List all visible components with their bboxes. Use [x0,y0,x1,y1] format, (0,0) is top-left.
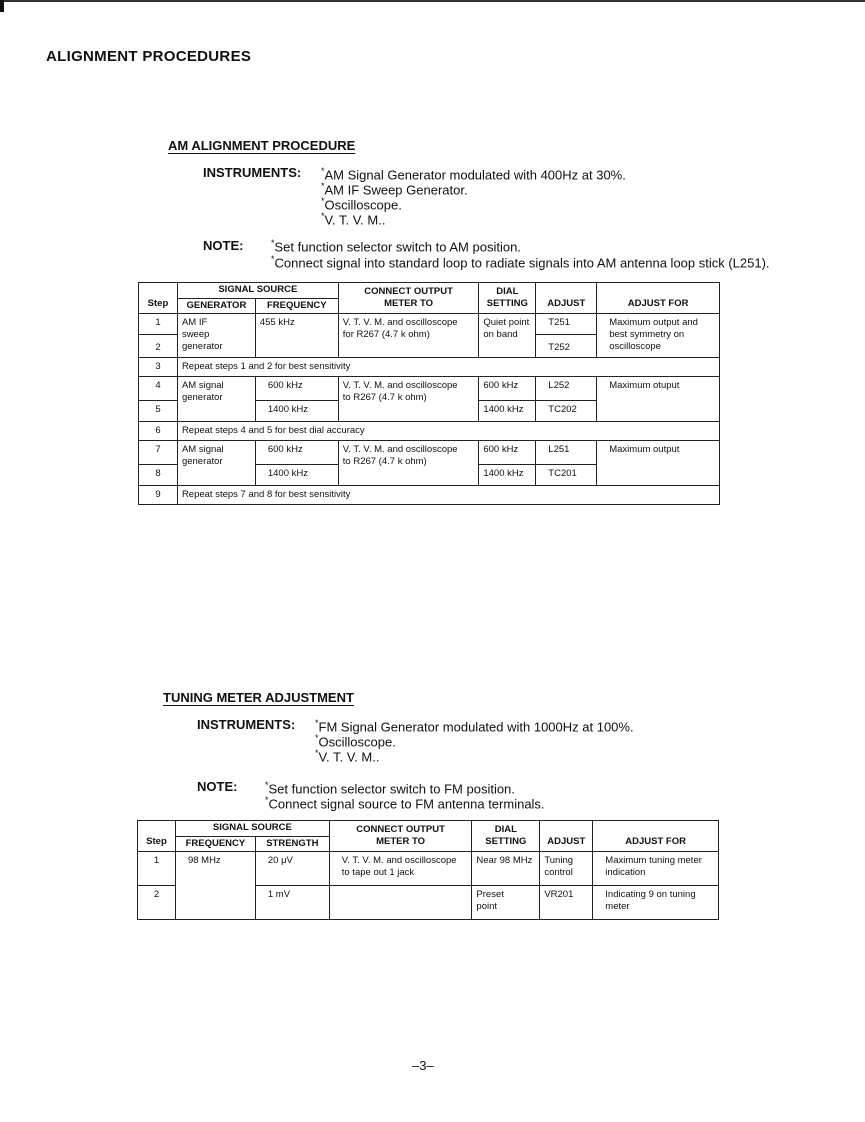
header-step: Step [139,283,178,314]
step-cell: 3 [139,358,178,377]
adjust-for-cell: Maximum output and best symmetry on oscilloscope [597,314,720,358]
frequency-cell: 600 kHz [255,377,338,401]
table-header-row [138,821,719,837]
adjust-cell: T251 [536,314,597,335]
step-cell: 1 [138,852,176,886]
dial-cell: 1400 kHz [479,401,536,422]
table-row [139,358,720,377]
dial-cell: Near 98 MHz [472,852,540,886]
step-cell: 6 [139,422,178,441]
adjust-cell: TC202 [536,401,597,422]
frequency-cell: 98 MHz [175,852,255,920]
table-row [139,377,720,401]
dial-cell: 600 kHz [479,441,536,465]
frequency-cell: 1400 kHz [255,401,338,422]
header-dial-setting: DIAL SETTING [479,283,536,314]
step-cell: 8 [139,465,178,486]
dial-cell: Quiet point on band [479,314,536,358]
table-row [139,422,720,441]
note-cell: Repeat steps 4 and 5 for best dial accuracy [177,422,719,441]
generator-cell: AM signal generator [177,377,255,422]
frequency-cell: 455 kHz [255,314,338,358]
frequency-cell: 1400 kHz [255,465,338,486]
step-cell: 9 [139,486,178,505]
table-row [139,486,720,505]
note-cell: Repeat steps 1 and 2 for best sensitivity [177,358,719,377]
adjust-cell: Tuning control [540,852,593,886]
table-row [138,852,719,886]
dial-cell: 1400 kHz [479,465,536,486]
header-connect-output: CONNECT OUTPUT METER TO [329,821,472,852]
tuning-section-title: TUNING METER ADJUSTMENT [163,690,354,705]
table-row [139,441,720,465]
connect-cell: V. T. V. M. and oscilloscope to tape out 1 jack [329,852,472,886]
header-frequency: FREQUENCY [175,836,255,852]
adjust-for-cell: Indicating 9 on tuning meter [593,886,719,920]
step-cell: 2 [138,886,176,920]
am-instrument-line: *V. T. V. M.. [321,211,386,228]
frequency-cell: 600 kHz [255,441,338,465]
adjust-cell: L251 [536,441,597,465]
table-row [139,314,720,335]
am-instruments-label: INSTRUMENTS: [203,165,302,180]
tuning-instrument-line: *Oscilloscope. [315,733,396,750]
generator-cell: AM IF sweep generator [177,314,255,358]
header-signal-source: SIGNAL SOURCE [175,821,329,837]
am-instrument-line: *AM IF Sweep Generator. [321,181,468,198]
tuning-note-line: *Connect signal source to FM antenna terminals. [265,795,545,812]
header-adjust: ADJUST [536,283,597,314]
am-note-label: NOTE: [203,238,244,253]
header-adjust: ADJUST [540,821,593,852]
header-strength: STRENGTH [255,836,329,852]
header-generator: GENERATOR [177,298,255,314]
tuning-meter-table [137,820,719,920]
page-title: ALIGNMENT PROCEDURES [46,48,252,65]
tuning-instrument-line: *V. T. V. M.. [315,748,380,765]
am-instrument-line: *Oscilloscope. [321,196,402,213]
tuning-instruments-label: INSTRUMENTS: [197,717,296,732]
header-adjust-for: ADJUST FOR [597,283,720,314]
generator-cell: AM signal generator [177,441,255,486]
am-note-line: *Set function selector switch to AM position. [271,238,521,255]
table-header-row [139,283,720,299]
header-signal-source: SIGNAL SOURCE [177,283,338,299]
corner-mark [0,0,4,12]
step-cell: 1 [139,314,178,335]
header-dial-setting: DIAL SETTING [472,821,540,852]
tuning-note-label: NOTE: [197,779,238,794]
header-connect-output: CONNECT OUTPUT METER TO [338,283,479,314]
am-section-title: AM ALIGNMENT PROCEDURE [168,138,356,153]
adjust-for-cell: Maximum tuning meter indication [593,852,719,886]
adjust-for-cell: Maximum otuput [597,377,720,422]
top-border [0,0,865,2]
connect-cell: V. T. V. M. and oscilloscope to R267 (4.7 k ohm) [338,441,479,486]
adjust-cell: L252 [536,377,597,401]
note-cell: Repeat steps 7 and 8 for best sensitivity [177,486,719,505]
adjust-for-cell: Maximum output [597,441,720,486]
am-instrument-line: *AM Signal Generator modulated with 400Hz at 30%. [321,166,626,183]
step-cell: 7 [139,441,178,465]
header-step: Step [138,821,176,852]
connect-cell: V. T. V. M. and oscilloscope for R267 (4.7 k ohm) [338,314,479,358]
strength-cell: 20 μV [255,852,329,886]
step-cell: 5 [139,401,178,422]
connect-cell: V. T. V. M. and oscilloscope to R267 (4.7 k ohm) [338,377,479,422]
header-adjust-for: ADJUST FOR [593,821,719,852]
adjust-cell: T252 [536,335,597,358]
header-frequency: FREQUENCY [255,298,338,314]
am-alignment-table [138,282,720,505]
tuning-note-line: *Set function selector switch to FM position. [265,780,515,797]
am-note-line: *Connect signal into standard loop to radiate signals into AM antenna loop stick (L251). [271,254,770,271]
connect-cell [329,886,472,920]
step-cell: 2 [139,335,178,358]
strength-cell: 1 mV [255,886,329,920]
adjust-cell: VR201 [540,886,593,920]
page-number: –3– [412,1058,434,1073]
adjust-cell: TC201 [536,465,597,486]
dial-cell: 600 kHz [479,377,536,401]
dial-cell: Preset point [472,886,540,920]
tuning-instrument-line: *FM Signal Generator modulated with 1000Hz at 100%. [315,718,634,735]
step-cell: 4 [139,377,178,401]
